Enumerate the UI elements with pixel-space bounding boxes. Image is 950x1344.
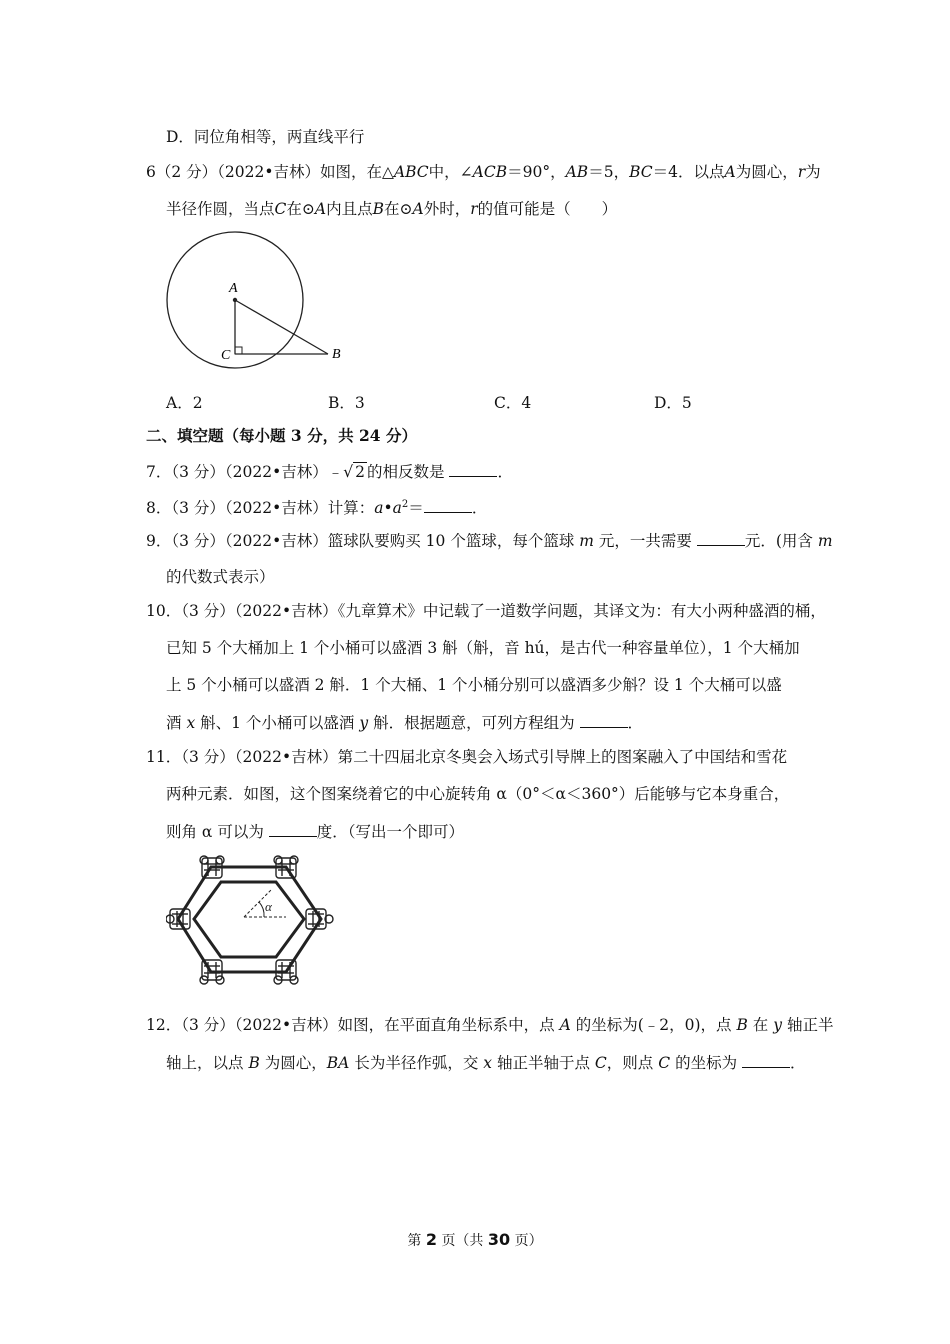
q6-var: C — [274, 200, 287, 218]
q12-text: 长为半径作弧，交 — [354, 1054, 479, 1072]
q5-option-d: D．同位角相等，两直线平行 — [166, 128, 365, 146]
footer-text: 页） — [514, 1233, 543, 1249]
q12-number: 12． — [146, 1016, 182, 1034]
q6-text: ＝5， — [588, 163, 630, 181]
q8 — [146, 494, 487, 519]
q10-line1 — [146, 600, 826, 622]
q7-text: 的相反数是 — [367, 463, 445, 481]
segment-ab — [235, 300, 328, 354]
q12-text: ，则点 — [606, 1054, 654, 1072]
q9-number: 9． — [146, 532, 172, 550]
q6-text: 的值可能是（ ） — [477, 200, 618, 218]
label-a: A — [229, 281, 238, 296]
q10-line4 — [166, 711, 643, 734]
q7 — [146, 460, 513, 483]
q9-text: （3 分）（2022•吉林）篮球队要购买 10 个篮球，每个篮球 — [171, 532, 575, 550]
q9-text: 元，一共需要 — [598, 532, 692, 550]
q8-end: ． — [471, 499, 488, 518]
q9-text: 元．(用含 — [744, 532, 813, 550]
var: C — [594, 1054, 607, 1072]
label-c: C — [221, 348, 231, 363]
q12-text: 轴正半轴于点 — [496, 1054, 590, 1072]
var: x — [186, 714, 196, 732]
q10-text: 斛、1 个小桶可以盛酒 — [200, 714, 355, 732]
var: B — [736, 1016, 748, 1034]
q6-text: 内且点 — [326, 200, 373, 218]
q11-text: 度．（写出一个即可） — [316, 823, 465, 841]
q6-text: 外时， — [423, 200, 471, 218]
q10-line2: 已知 5 个大桶加上 1 个小桶可以盛酒 3 斛（斛，音 hú，是古代一种容量单位），1 个大桶加 — [166, 639, 800, 657]
center-point — [233, 298, 237, 302]
q6-var: AB — [565, 163, 589, 181]
q6-var: A — [412, 200, 424, 218]
var: y — [773, 1016, 783, 1034]
q10-number: 10． — [146, 602, 182, 620]
alpha-label: α — [265, 899, 272, 914]
q12-end: ． — [790, 1054, 806, 1072]
answer-blank[interactable] — [742, 1051, 790, 1068]
q6-text: 在⊙ — [286, 200, 315, 218]
q12-text: 在 — [752, 1016, 769, 1034]
q6-text: 在⊙ — [384, 200, 413, 218]
q6-var: r — [797, 163, 806, 181]
footer-text: 页（共 — [441, 1233, 484, 1249]
q6-var: BC — [629, 163, 653, 181]
q6-text: ＝4．以点 — [652, 163, 725, 181]
q11-text: （3 分）（2022•吉林）第二十四届北京冬奥会入场式引导牌上的图案融入了中国结和雪花 — [181, 748, 788, 766]
inner-band — [194, 882, 304, 957]
page-footer — [0, 1230, 950, 1250]
q6-var: A — [724, 163, 736, 181]
var: C — [658, 1054, 671, 1072]
var: m — [817, 532, 833, 550]
exponent: 2 — [401, 499, 409, 510]
q9-line2: 的代数式表示） — [166, 568, 275, 586]
q7-text: （3 分）（2022•吉林）﹣ — [171, 463, 344, 481]
q6-option-d: D．5 — [654, 394, 692, 412]
q7-number: 7． — [146, 463, 172, 481]
var: B — [248, 1054, 260, 1072]
q12-text: 的坐标为(﹣2，0)，点 — [575, 1016, 732, 1034]
q6-var: ACB — [472, 163, 508, 181]
knot-right — [306, 909, 333, 929]
q10-line3: 上 5 个小桶可以盛酒 2 斛．1 个大桶、1 个小桶分别可以盛酒多少斛？设 1 个大桶可以盛 — [166, 676, 782, 694]
q11-number: 11． — [146, 748, 182, 766]
q6-line1 — [146, 161, 821, 183]
var: a — [392, 499, 402, 518]
q6-text: （2 分）（2022•吉林）如图，在△ — [155, 163, 394, 181]
answer-blank[interactable] — [449, 460, 497, 477]
q6-var: r — [470, 200, 478, 218]
q12-text: （3 分）（2022•吉林）如图，在平面直角坐标系中，点 — [181, 1016, 555, 1034]
answer-blank[interactable] — [697, 529, 745, 546]
q6-option-a: A．2 — [166, 394, 203, 412]
q11-text: 则角 α 可以为 — [166, 823, 264, 841]
q6-option-c: C．4 — [494, 394, 532, 412]
q8-text: ＝ — [408, 499, 424, 518]
label-b: B — [332, 347, 341, 362]
q6-var: B — [372, 200, 384, 218]
q6-text: 为 — [805, 163, 821, 181]
q6-circle-figure — [160, 228, 360, 376]
q6-option-b: B．3 — [328, 394, 365, 412]
q6-var: A — [314, 200, 327, 218]
q11-line2: 两种元素．如图，这个图案绕着它的中心旋转角 α（0°＜α＜360°）后能够与它本身重合， — [166, 785, 790, 803]
q9-line1 — [146, 529, 833, 552]
section-title: 二、填空题（每小题 3 分，共 24 分） — [146, 426, 417, 445]
var: A — [559, 1016, 571, 1034]
total-pages: 30 — [487, 1230, 511, 1249]
answer-blank[interactable] — [580, 711, 628, 728]
page-number: 2 — [425, 1230, 437, 1249]
q12-text: 轴上，以点 — [166, 1054, 244, 1072]
q6-text: 为圆心， — [735, 163, 798, 181]
q7-end: ． — [497, 463, 513, 481]
answer-blank[interactable] — [424, 496, 472, 513]
dot: • — [383, 499, 393, 518]
radicand: 2 — [355, 463, 366, 481]
q10-text: 酒 — [166, 714, 182, 732]
var: x — [483, 1054, 493, 1072]
q11-line1 — [146, 746, 787, 768]
q11-line3 — [166, 820, 464, 843]
q10-text: 斛．根据题意，可列方程组为 — [373, 714, 575, 732]
angle-arc — [259, 902, 264, 917]
q6-var: ABC — [393, 163, 429, 181]
var: BA — [326, 1054, 350, 1072]
answer-blank[interactable] — [269, 820, 317, 837]
q6-text: 半径作圆，当点 — [166, 200, 275, 218]
var: a — [374, 499, 384, 518]
q12-text: 的坐标为 — [675, 1054, 738, 1072]
q8-text: （3 分）（2022•吉林）计算： — [171, 499, 375, 518]
right-angle-mark — [235, 347, 242, 354]
var: m — [579, 532, 594, 550]
q6-text: ＝90°， — [507, 163, 566, 181]
footer-text: 第 — [407, 1233, 422, 1249]
q6-line2 — [166, 198, 617, 220]
var: y — [359, 714, 369, 732]
q12-text: 轴正半 — [786, 1016, 834, 1034]
q12-line1 — [146, 1014, 833, 1036]
sqrt-symbol: √ 2 — [343, 463, 366, 481]
q10-text: （3 分）（2022•吉林）《九章算术》中记载了一道数学问题，其译文为：有大小两种盛酒的桶， — [181, 602, 826, 620]
q12-line2 — [166, 1051, 806, 1074]
q8-number: 8． — [146, 499, 172, 518]
q10-end: ． — [627, 714, 644, 732]
q11-knot-figure — [166, 852, 336, 987]
q6-text: 中，∠ — [428, 163, 473, 181]
q12-text: 为圆心， — [264, 1054, 327, 1072]
q6-number: 6 — [146, 163, 156, 181]
